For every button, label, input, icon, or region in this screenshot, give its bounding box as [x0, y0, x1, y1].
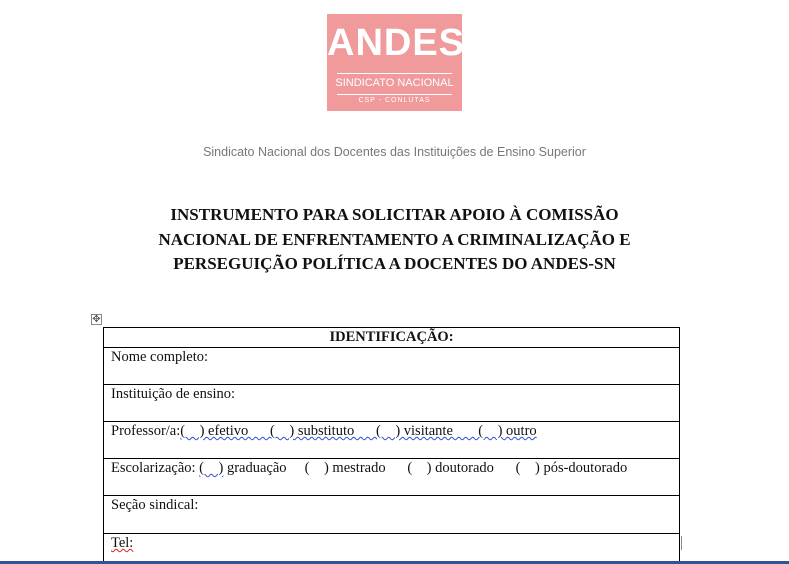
escolarizacao-options: graduação ( ) mestrado ( ) doutorado ( ) pós-doutorado [223, 460, 628, 476]
title-line-3: PERSEGUIÇÃO POLÍTICA A DOCENTES DO ANDES-SN [173, 254, 616, 273]
table-row[interactable] [104, 459, 679, 496]
table-row[interactable] [104, 422, 679, 459]
text-cursor [681, 536, 682, 550]
escolarizacao-label: Escolarização: [111, 460, 200, 476]
document-title [110, 203, 679, 277]
logo-sub-text: SINDICATO NACIONAL [335, 77, 454, 89]
escolarizacao-first-option: ( ) [199, 460, 224, 476]
instituicao-label: Instituição de ensino: [111, 386, 236, 402]
table-header-row [104, 328, 679, 348]
table-row[interactable] [104, 348, 679, 385]
organization-subtitle: Sindicato Nacional dos Docentes das Instituições de Ensino Superior [203, 145, 586, 159]
title-line-1: INSTRUMENTO PARA SOLICITAR APOIO À COMISSÃO [170, 205, 619, 224]
identification-table [103, 327, 680, 564]
table-header: IDENTIFICAÇÃO: [329, 329, 454, 345]
professor-options: ( ) efetivo ( ) substituto ( ) visitante ( ) outro [180, 423, 537, 439]
move-icon[interactable]: ✥ [92, 314, 101, 325]
table-row[interactable] [104, 496, 679, 534]
table-row[interactable] [104, 534, 679, 564]
secao-sindical-label: Seção sindical: [111, 497, 199, 513]
logo-divider [337, 94, 452, 95]
table-row[interactable] [104, 385, 679, 422]
escolarizacao-row-text [111, 460, 627, 477]
nome-completo-label: Nome completo: [111, 349, 209, 365]
title-line-2: NACIONAL DE ENFRENTAMENTO A CRIMINALIZAÇÃO E [158, 229, 631, 249]
logo-main-text: ANDES [327, 22, 466, 64]
professor-label: Professor/a: [111, 423, 181, 439]
logo-affiliation-text: CSP - CONLUTAS [358, 97, 431, 104]
andes-logo [327, 14, 466, 111]
tel-label: Tel: [111, 535, 134, 551]
professor-row-text [111, 423, 537, 440]
logo-divider [337, 73, 452, 74]
